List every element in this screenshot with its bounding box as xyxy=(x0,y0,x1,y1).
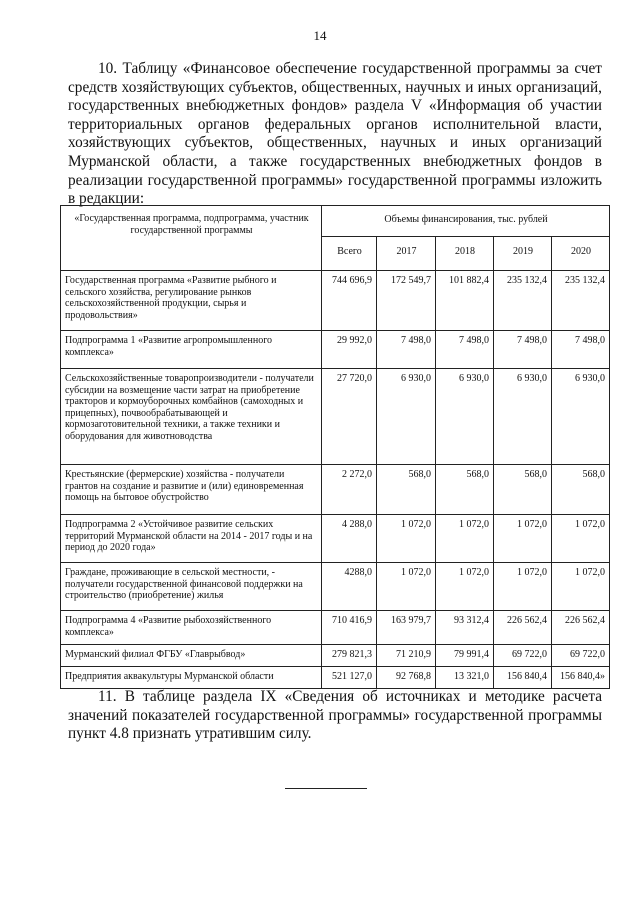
cell-2020: 69 722,0 xyxy=(552,645,610,667)
header-year-2018: 2018 xyxy=(436,237,494,271)
cell-2017: 163 979,7 xyxy=(377,611,436,645)
cell-2017: 568,0 xyxy=(377,465,436,515)
table-row xyxy=(61,271,610,331)
row-label: Граждане, проживающие в сельской местности, - получатели государственной финансовой поддержки на строительство (приобретение) жилья xyxy=(61,563,322,611)
table-row xyxy=(61,563,610,611)
header-year-2017: 2017 xyxy=(377,237,436,271)
header-program-name: «Государственная программа, подпрограмма, участник государственной программы xyxy=(61,206,322,271)
header-total: Всего xyxy=(322,237,377,271)
cell-total: 29 992,0 xyxy=(322,331,377,369)
cell-total: 2 272,0 xyxy=(322,465,377,515)
table-row xyxy=(61,465,610,515)
paragraph-11: 11. В таблице раздела IX «Сведения об источниках и методике расчета значений показателей государственной программы» государственной программы пункт 4.8 признать утратившим силу. xyxy=(68,688,602,743)
cell-total: 4288,0 xyxy=(322,563,377,611)
cell-2018: 13 321,0 xyxy=(436,667,494,689)
cell-2019: 235 132,4 xyxy=(494,271,552,331)
cell-total: 279 821,3 xyxy=(322,645,377,667)
table-row xyxy=(61,667,610,689)
cell-2019: 226 562,4 xyxy=(494,611,552,645)
cell-2020: 156 840,4» xyxy=(552,667,610,689)
cell-2017: 6 930,0 xyxy=(377,369,436,465)
cell-2018: 79 991,4 xyxy=(436,645,494,667)
cell-2019: 568,0 xyxy=(494,465,552,515)
cell-2019: 6 930,0 xyxy=(494,369,552,465)
page-number: 14 xyxy=(313,28,327,43)
cell-2019: 69 722,0 xyxy=(494,645,552,667)
row-label: Мурманский филиал ФГБУ «Главрыбвод» xyxy=(61,645,322,667)
cell-2020: 1 072,0 xyxy=(552,515,610,563)
cell-2018: 7 498,0 xyxy=(436,331,494,369)
row-label: Подпрограмма 2 «Устойчивое развитие сельских территорий Мурманской области на 2014 - 2017 годы и на период до 2020 года» xyxy=(61,515,322,563)
table-row xyxy=(61,611,610,645)
row-label: Подпрограмма 4 «Развитие рыбохозяйственного комплекса» xyxy=(61,611,322,645)
cell-2017: 172 549,7 xyxy=(377,271,436,331)
cell-2018: 101 882,4 xyxy=(436,271,494,331)
row-label: Крестьянские (фермерские) хозяйства - получатели грантов на создание и развитие и (или) единовременная помощь на бытовое обустройство xyxy=(61,465,322,515)
header-financing-volume: Объемы финансирования, тыс. рублей xyxy=(322,206,610,237)
cell-2020: 226 562,4 xyxy=(552,611,610,645)
row-label: Государственная программа «Развитие рыбного и сельского хозяйства, регулирование рынков сельскохозяйственной продукции, сырья и продовольствия» xyxy=(61,271,322,331)
cell-2017: 1 072,0 xyxy=(377,515,436,563)
cell-total: 744 696,9 xyxy=(322,271,377,331)
cell-2020: 568,0 xyxy=(552,465,610,515)
cell-2020: 235 132,4 xyxy=(552,271,610,331)
table-row xyxy=(61,331,610,369)
paragraph-10: 10. Таблицу «Финансовое обеспечение государственной программы за счет средств хозяйствующих субъектов, общественных, научных и иных организаций, государственных внебюджетных фондов» раздела V «Информация об участии территориальных органов федеральных органов исполнительной власти, хозяйствующих субъектов, общественных, научных и иных организаций Мурманской области, а также государственных внебюджетных фондов в реализации государственной программы» государственной программы изложить в редакции: xyxy=(68,60,602,208)
cell-2019: 1 072,0 xyxy=(494,563,552,611)
cell-2018: 1 072,0 xyxy=(436,563,494,611)
cell-total: 521 127,0 xyxy=(322,667,377,689)
cell-2020: 1 072,0 xyxy=(552,563,610,611)
cell-2017: 71 210,9 xyxy=(377,645,436,667)
row-label: Предприятия аквакультуры Мурманской области xyxy=(61,667,322,689)
cell-total: 4 288,0 xyxy=(322,515,377,563)
table-row xyxy=(61,645,610,667)
cell-2018: 6 930,0 xyxy=(436,369,494,465)
cell-total: 27 720,0 xyxy=(322,369,377,465)
row-label: Подпрограмма 1 «Развитие агропромышленного комплекса» xyxy=(61,331,322,369)
row-label: Сельскохозяйственные товаропроизводители - получатели субсидии на возмещение части затрат на приобретение тракторов и кормоуборочных комбайнов (самоходных и прицепных), почвообрабатывающей и кормозаготовительной техники, а также техники и оборудования для животноводства xyxy=(61,369,322,465)
cell-2019: 1 072,0 xyxy=(494,515,552,563)
cell-2018: 93 312,4 xyxy=(436,611,494,645)
cell-2019: 156 840,4 xyxy=(494,667,552,689)
header-year-2020: 2020 xyxy=(552,237,610,271)
cell-2017: 7 498,0 xyxy=(377,331,436,369)
cell-2020: 7 498,0 xyxy=(552,331,610,369)
cell-2017: 1 072,0 xyxy=(377,563,436,611)
cell-2018: 1 072,0 xyxy=(436,515,494,563)
cell-2019: 7 498,0 xyxy=(494,331,552,369)
table-row xyxy=(61,515,610,563)
closing-divider xyxy=(285,788,367,789)
financing-table xyxy=(60,205,610,689)
cell-total: 710 416,9 xyxy=(322,611,377,645)
cell-2017: 92 768,8 xyxy=(377,667,436,689)
table-row xyxy=(61,369,610,465)
header-year-2019: 2019 xyxy=(494,237,552,271)
cell-2018: 568,0 xyxy=(436,465,494,515)
cell-2020: 6 930,0 xyxy=(552,369,610,465)
